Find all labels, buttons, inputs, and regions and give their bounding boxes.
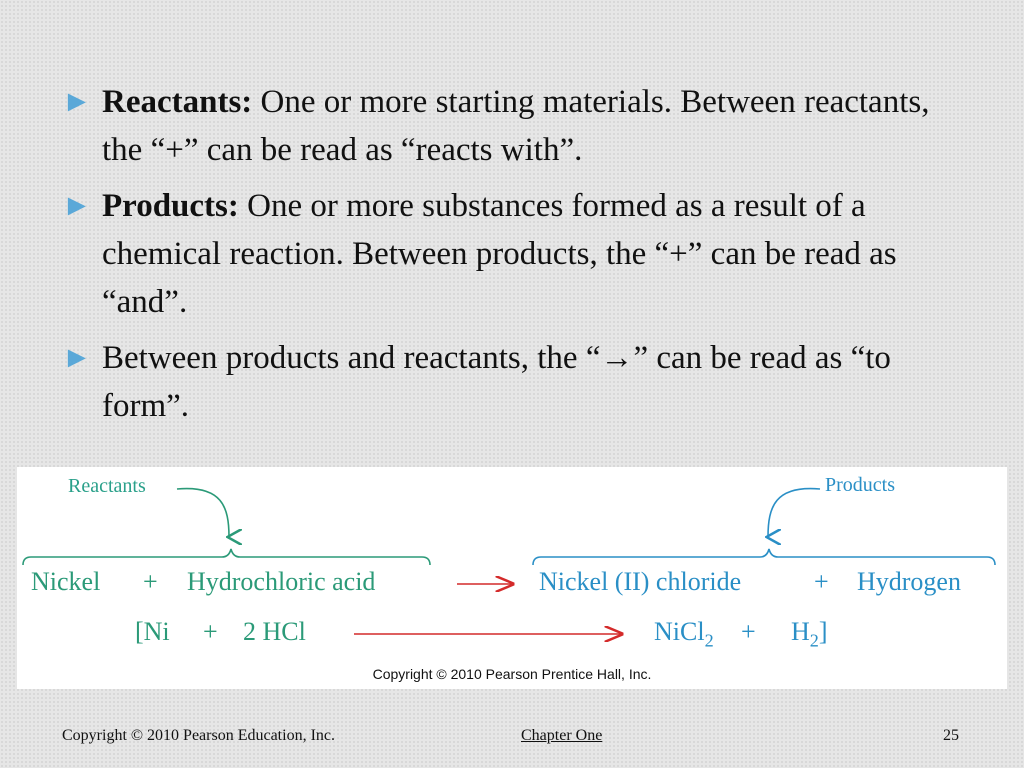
bullet-arrow-icon: ► [62,189,92,222]
formula-plus-products: + [741,617,756,646]
figure-copyright: Copyright © 2010 Pearson Prentice Hall, Inc. [372,666,652,682]
reactants-label: Reactants [68,475,146,497]
reactants-pointer-icon [177,489,229,537]
reaction-figure [17,467,1007,689]
bullet-products [62,182,972,326]
bullet-arrow-icon: ► [62,85,92,118]
bullet-arrow-icon: ► [62,341,92,374]
bullet-text: Between products and reactants, the “→” can be read as “to form”. [102,340,891,424]
products-brace-icon [533,549,995,565]
bullet-list [62,78,972,438]
bullet-reactants [62,78,972,174]
products-label: Products [825,474,895,496]
product-hydrogen: Hydrogen [857,567,961,596]
bullet-arrow-meaning [62,334,972,430]
slide-number: 25 [943,727,959,744]
formula-hcl: 2 HCl [243,617,306,646]
footer-chapter-link[interactable]: Chapter One [521,727,603,744]
bullet-term: Reactants: [102,84,253,120]
bullet-text: One or more substances formed as a result of a chemical reaction. Between products, the “+” can be read as “and”. [102,188,897,320]
reactants-brace-icon [23,549,430,565]
footer-copyright: Copyright © 2010 Pearson Education, Inc. [62,727,335,744]
formula-plus-reactants: + [203,617,218,646]
reactant-hydrochloric-acid: Hydrochloric acid [187,567,376,596]
reactant-plus: + [143,567,158,596]
formula-nicl2: NiCl$_2$ [654,617,714,651]
reactant-nickel: Nickel [31,567,101,596]
products-pointer-icon [768,489,820,537]
product-plus: + [814,567,829,596]
product-nickel-chloride: Nickel (II) chloride [539,567,742,596]
formula-h2: $H_2$] [791,617,828,651]
bullet-text: One or more starting materials. Between reactants, the “+” can be read as “reacts with”. [102,84,930,168]
bullet-term: Products: [102,188,239,224]
formula-ni: [Ni [135,617,170,646]
